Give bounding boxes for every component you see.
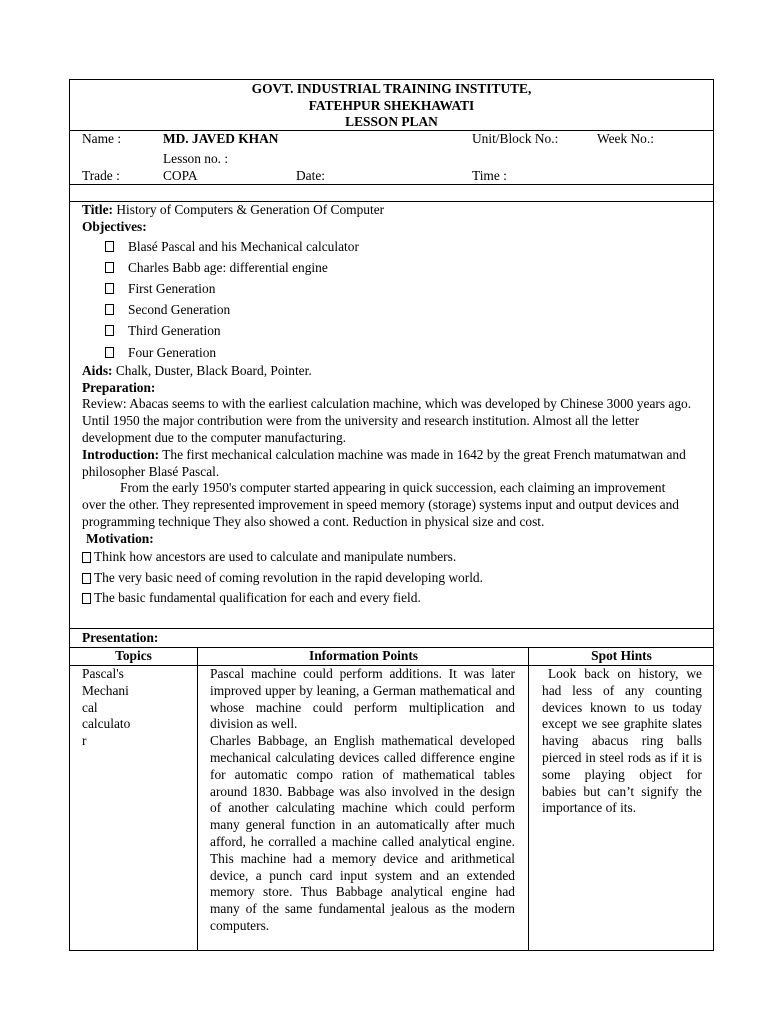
title-value: History of Computers & Generation Of Computer	[113, 202, 385, 217]
teacher-name: MD. JAVED KHAN	[163, 131, 279, 146]
title-label: Title:	[82, 202, 113, 217]
column-divider	[197, 647, 198, 951]
bullet-box-icon	[82, 573, 91, 584]
list-item: Charles Babb age: differential engine	[82, 257, 692, 278]
lesson-plan-page	[69, 79, 714, 951]
spot-hints-cell: Look back on history, we had less of any counting devices known to us today except we see graphite slates having abacus ring balls pierced in steel rods as if it is some playing object for babies but can’t signify the importance of its.	[542, 666, 702, 816]
info-paragraph: Charles Babbage, an English mathematical developed mechanical calculating devices called difference engine for automatic compo ration of mathematical tables around 1830. Babbage was also involved in the design of another calculating machine which could perform many general function in an automatically after much afford, he corralled a machine called analytical engine. This machine had a memory device and arithmetical device, a punch card input system and an extended memory store. Thus Babbage analytical engine had many of the same fundamental jealous as the modern computers.	[210, 733, 515, 933]
date-label: Date:	[296, 168, 325, 183]
objectives-label: Objectives:	[82, 218, 147, 234]
motivation-label: Motivation:	[86, 530, 154, 546]
time-label: Time :	[472, 168, 507, 183]
list-item: Third Generation	[82, 320, 692, 341]
aids-line	[82, 363, 692, 380]
column-header-spot-hints: Spot Hints	[591, 648, 652, 663]
information-points-cell	[210, 666, 515, 935]
list-item: First Generation	[82, 278, 692, 299]
list-item: Second Generation	[82, 299, 692, 320]
bullet-box-icon	[105, 283, 114, 294]
document-header	[70, 80, 713, 130]
info-paragraph: Pascal machine could perform additions. It was later improved upper by leaning, a German mathematical and whose machine could perform multiplication and division as well.	[210, 666, 515, 732]
column-header-topics: Topics	[115, 648, 152, 663]
review-paragraph: Review: Abacas seems to with the earliest calculation machine, which was developed by Chinese 3000 years ago. Until 1950 the major contribution were from the university and research institution. Almost all the letter development due to the computer manufacturing.	[82, 396, 692, 445]
institute-name: GOVT. INDUSTRIAL TRAINING INSTITUTE,	[251, 81, 532, 96]
list-item: The very basic need of coming revolution in the rapid developing world.	[82, 568, 692, 589]
bullet-box-icon	[105, 262, 114, 273]
presentation-label: Presentation:	[82, 630, 159, 645]
bullet-box-icon	[105, 304, 114, 315]
motivation-list	[82, 547, 692, 609]
week-label: Week No.:	[597, 131, 654, 146]
divider	[70, 628, 713, 629]
trade-label: Trade :	[82, 168, 120, 183]
document-type: LESSON PLAN	[345, 114, 438, 129]
aids-value: Chalk, Duster, Black Board, Pointer.	[112, 362, 312, 378]
list-item: The basic fundamental qualification for each and every field.	[82, 588, 692, 609]
bullet-box-icon	[105, 347, 114, 358]
lesson-no-label: Lesson no. :	[163, 151, 229, 166]
title-line	[82, 202, 692, 219]
objectives-list	[82, 236, 692, 363]
column-divider	[528, 647, 529, 951]
bullet-box-icon	[105, 325, 114, 336]
list-item: Blasé Pascal and his Mechanical calculator	[82, 236, 692, 257]
introduction-line	[82, 447, 692, 481]
introduction-paragraph: From the early 1950's computer started appearing in quick succession, each claiming an improvement over the other. They represented improvement in speed memory (storage) systems input and output devices and programming technique They also showed a cont. Reduction in physical size and cost.	[82, 480, 679, 529]
divider	[70, 184, 713, 185]
list-item: Think how ancestors are used to calculate and manipulate numbers.	[82, 547, 692, 568]
preparation-label: Preparation:	[82, 379, 156, 395]
column-header-information-points: Information Points	[309, 648, 418, 663]
name-label: Name :	[82, 131, 122, 146]
bullet-box-icon	[82, 593, 91, 604]
trade-value: COPA	[163, 168, 198, 183]
bullet-box-icon	[82, 552, 91, 563]
institute-location: FATEHPUR SHEKHAWATI	[308, 97, 475, 113]
unit-block-label: Unit/Block No.:	[472, 131, 559, 146]
introduction-label: Introduction:	[82, 446, 160, 462]
aids-label: Aids:	[82, 362, 113, 378]
introduction-value: The first mechanical calculation machine was made in 1642 by the great French matumatwan and philosopher Blasé Pascal.	[82, 446, 686, 479]
bullet-box-icon	[105, 241, 114, 252]
list-item: Four Generation	[82, 342, 692, 363]
lesson-body	[82, 202, 692, 609]
topic-cell: Pascal's Mechani cal calculato r	[82, 666, 131, 749]
